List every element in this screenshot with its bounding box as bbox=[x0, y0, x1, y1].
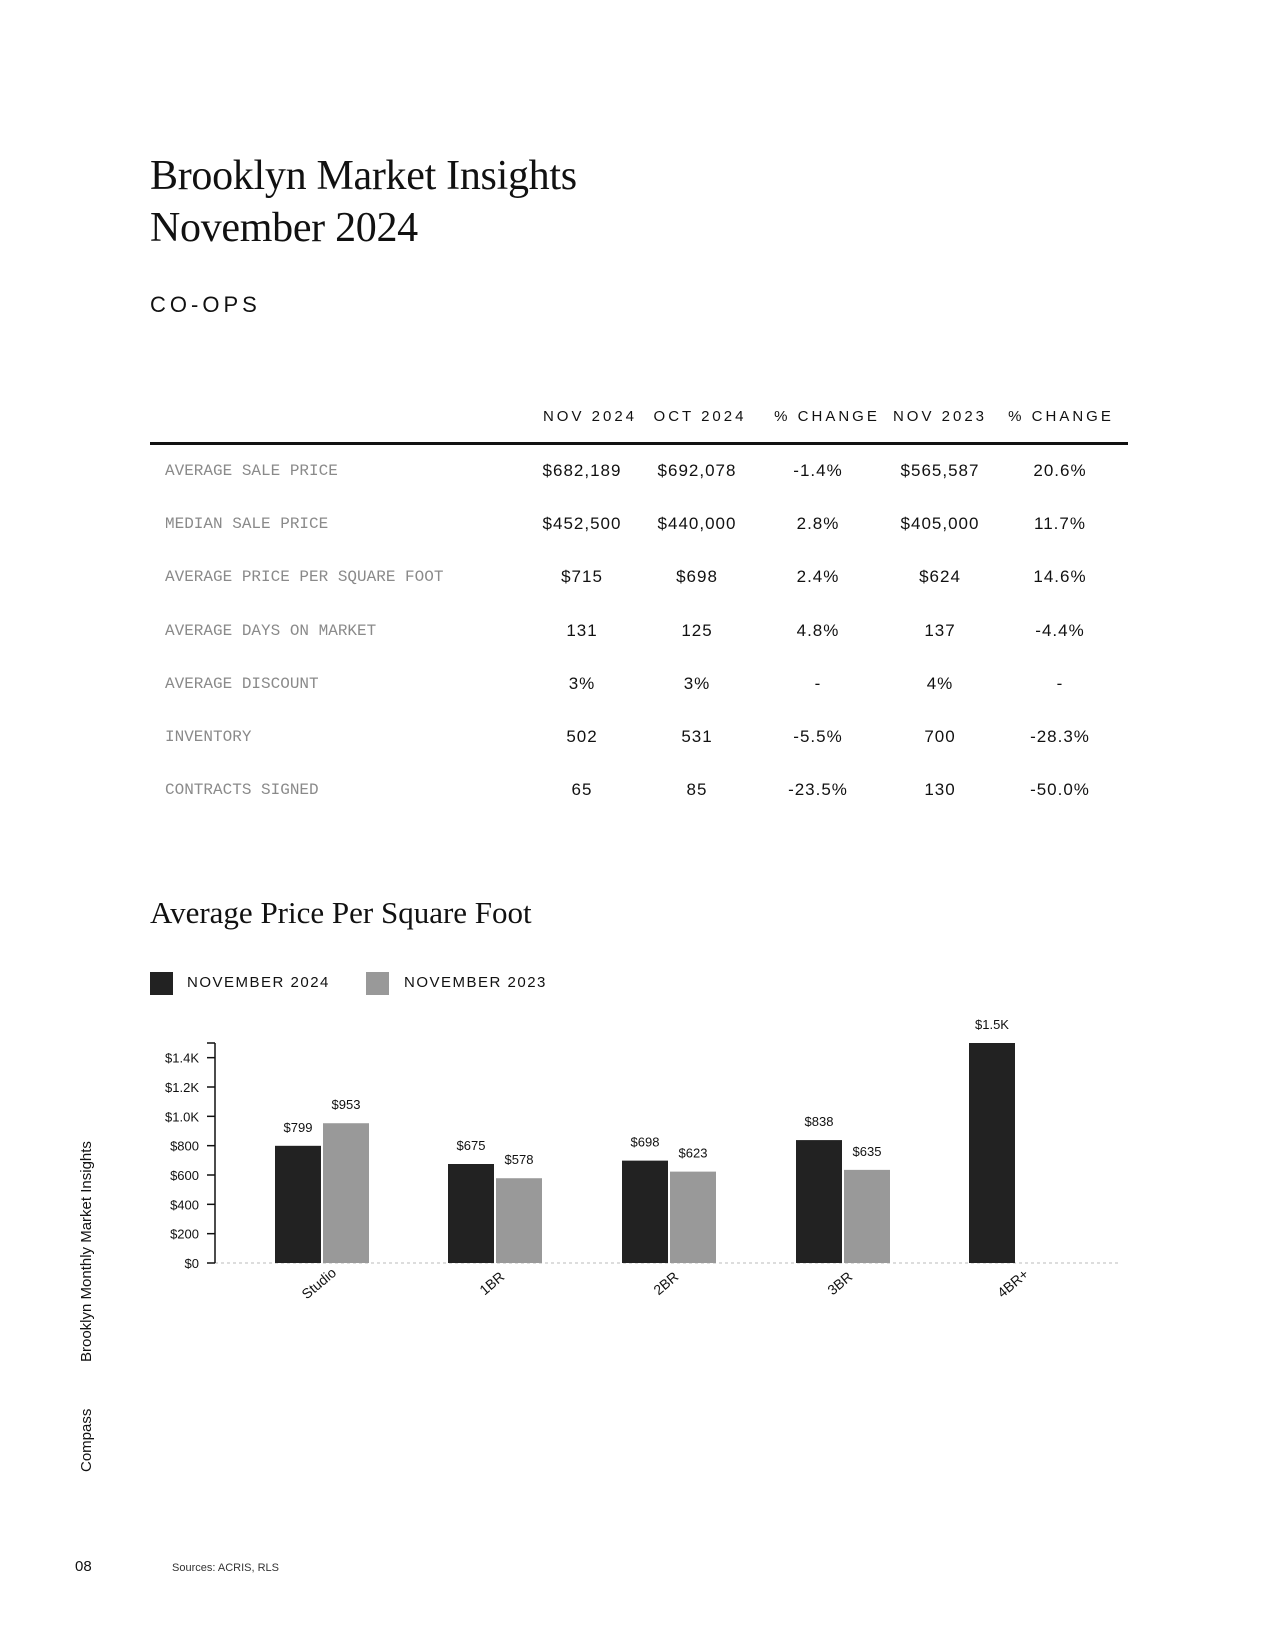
table-cell: 20.6% bbox=[1033, 461, 1087, 480]
bar-value-label: $698 bbox=[630, 1134, 660, 1150]
table-cell: -5.5% bbox=[793, 727, 843, 746]
table-cell: $440,000 bbox=[657, 514, 737, 533]
column-header-pct-change-month: % CHANGE bbox=[774, 408, 880, 425]
table-cell: 11.7% bbox=[1034, 514, 1086, 533]
y-tick-label: $600 bbox=[170, 1168, 199, 1183]
table-cell: - bbox=[1056, 674, 1064, 693]
bar-value-label: $953 bbox=[331, 1097, 361, 1113]
table-cell: $692,078 bbox=[657, 461, 737, 480]
table-row-label: AVERAGE DISCOUNT bbox=[165, 675, 319, 693]
column-header-nov-2023: NOV 2023 bbox=[892, 408, 988, 425]
bar-value-label: $838 bbox=[804, 1114, 834, 1130]
y-tick-label: $400 bbox=[170, 1197, 199, 1213]
table-cell: 125 bbox=[681, 621, 713, 640]
table-cell: $682,189 bbox=[542, 461, 622, 480]
bar-value-label: $799 bbox=[283, 1119, 313, 1135]
table-cell: 65 bbox=[571, 780, 593, 799]
table-cell: $452,500 bbox=[542, 514, 622, 533]
x-tick-label: 1BR bbox=[476, 1268, 508, 1299]
table-cell: -28.3% bbox=[1030, 727, 1090, 746]
table-cell: $405,000 bbox=[900, 514, 980, 533]
table-cell: -23.5% bbox=[788, 780, 848, 799]
table-cell: -50.0% bbox=[1030, 780, 1090, 799]
table-row-label: MEDIAN SALE PRICE bbox=[165, 515, 329, 533]
column-header-nov-2024: NOV 2024 bbox=[542, 408, 638, 425]
table-cell: 14.6% bbox=[1033, 567, 1087, 586]
bar-nov-2024 bbox=[448, 1164, 494, 1263]
bar-nov-2023 bbox=[670, 1172, 716, 1263]
table-cell: $698 bbox=[676, 567, 718, 586]
y-tick-label: $0 bbox=[184, 1256, 199, 1271]
table-cell: $565,587 bbox=[900, 461, 980, 480]
bar-value-label: $1.5K bbox=[975, 1017, 1009, 1032]
table-cell: 3% bbox=[683, 674, 711, 693]
sources-note: Sources: ACRIS, RLS bbox=[172, 1562, 279, 1574]
section-label: CO-OPS bbox=[150, 292, 261, 317]
table-cell: 502 bbox=[566, 727, 598, 746]
table-cell: 700 bbox=[924, 727, 956, 746]
x-tick-label: Studio bbox=[298, 1264, 340, 1303]
y-tick-label: $800 bbox=[170, 1138, 199, 1154]
table-row-label: AVERAGE PRICE PER SQUARE FOOT bbox=[165, 568, 444, 586]
x-tick-label: 3BR bbox=[824, 1268, 856, 1299]
bar-value-label: $675 bbox=[456, 1138, 486, 1153]
table-cell: 85 bbox=[686, 780, 708, 799]
page-number: 08 bbox=[75, 1558, 92, 1575]
table-cell: 3% bbox=[568, 674, 596, 693]
table-cell: 531 bbox=[681, 727, 713, 746]
table-cell: - bbox=[814, 674, 822, 693]
table-cell: 137 bbox=[924, 621, 956, 640]
bar-nov-2023 bbox=[496, 1178, 542, 1263]
table-cell: -1.4% bbox=[793, 461, 843, 480]
bar-nov-2024 bbox=[622, 1161, 668, 1263]
bar-nov-2023 bbox=[323, 1123, 369, 1263]
table-cell: $715 bbox=[561, 567, 603, 586]
bar-nov-2024 bbox=[796, 1140, 842, 1263]
title-line-1: Brooklyn Market Insights bbox=[150, 153, 577, 199]
table-cell: 130 bbox=[924, 780, 956, 799]
x-tick-label: 4BR+ bbox=[994, 1265, 1032, 1301]
column-header-pct-change-year: % CHANGE bbox=[1008, 408, 1114, 425]
sidebar-brand: Compass bbox=[78, 1408, 95, 1472]
table-cell: $624 bbox=[919, 567, 961, 586]
table-cell: 4.8% bbox=[796, 621, 840, 640]
bar-nov-2024 bbox=[275, 1146, 321, 1263]
y-tick-label: $1.0K bbox=[165, 1109, 199, 1125]
table-cell: 4% bbox=[926, 674, 954, 693]
bar-nov-2024 bbox=[969, 1043, 1015, 1263]
y-tick-label: $200 bbox=[170, 1226, 199, 1242]
bar-value-label: $635 bbox=[852, 1143, 882, 1159]
table-cell: -4.4% bbox=[1035, 621, 1085, 640]
column-header-oct-2024: OCT 2024 bbox=[653, 408, 747, 425]
sidebar-publication-title: Brooklyn Monthly Market Insights bbox=[78, 1141, 95, 1362]
table-cell: 131 bbox=[566, 621, 598, 640]
table-row-label: INVENTORY bbox=[165, 728, 252, 746]
legend-label-nov-2024: NOVEMBER 2024 bbox=[187, 974, 330, 991]
table-row-label: AVERAGE SALE PRICE bbox=[165, 462, 338, 480]
y-tick-label: $1.2K bbox=[165, 1080, 199, 1095]
x-tick-label: 2BR bbox=[650, 1268, 682, 1299]
table-row-label: AVERAGE DAYS ON MARKET bbox=[165, 622, 377, 640]
y-tick-label: $1.4K bbox=[165, 1050, 199, 1066]
chart-title: Average Price Per Square Foot bbox=[150, 895, 532, 930]
table-cell: 2.4% bbox=[796, 567, 840, 586]
bar-value-label: $578 bbox=[504, 1152, 534, 1168]
table-cell: 2.8% bbox=[796, 514, 840, 533]
bar-nov-2023 bbox=[844, 1170, 890, 1263]
legend-label-nov-2023: NOVEMBER 2023 bbox=[404, 974, 547, 991]
table-row-label: CONTRACTS SIGNED bbox=[165, 781, 319, 799]
bar-value-label: $623 bbox=[678, 1145, 708, 1161]
title-line-2: November 2024 bbox=[150, 205, 418, 251]
